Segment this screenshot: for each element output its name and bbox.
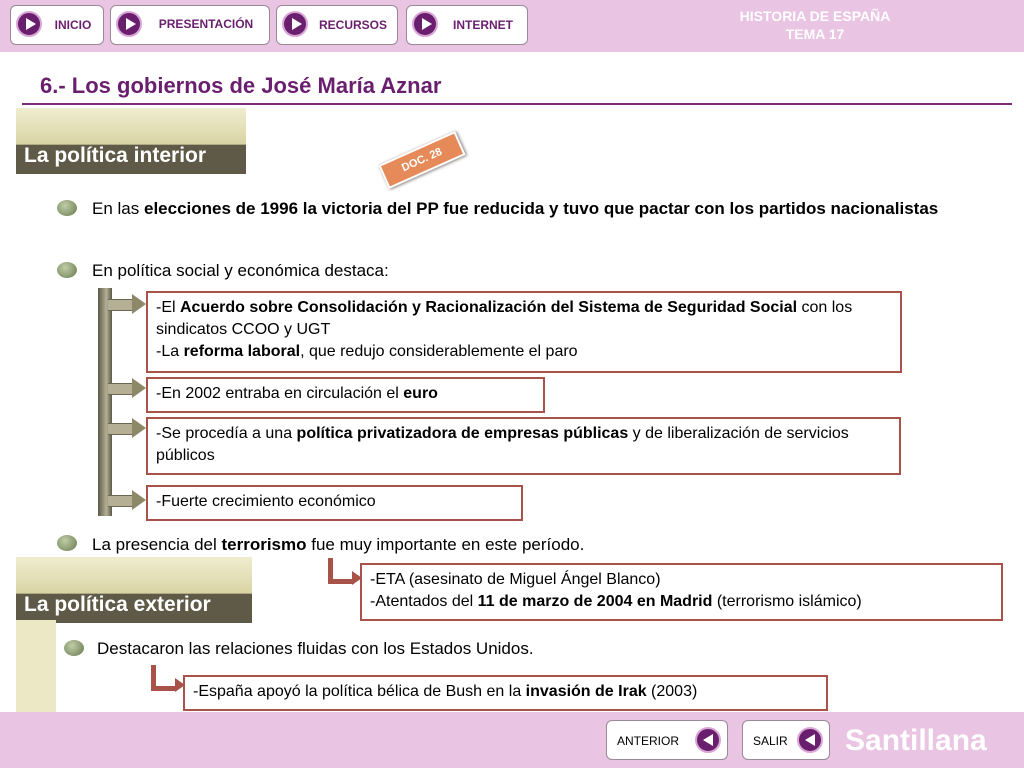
play-icon xyxy=(116,11,142,37)
box-line: -ETA (asesinato de Miguel Ángel Blanco) xyxy=(370,571,661,588)
privatization-box xyxy=(146,417,901,475)
recursos-label: RECURSOS xyxy=(318,18,387,32)
elections-paragraph xyxy=(92,197,972,221)
bullet-icon xyxy=(64,640,84,656)
back-arrow-icon xyxy=(797,727,823,753)
text-span: -La xyxy=(156,343,184,360)
play-icon xyxy=(16,11,42,37)
text-bold: terrorismo xyxy=(221,535,307,554)
text-span: (terrorismo islámico) xyxy=(712,593,862,610)
text-bold: Acuerdo sobre Consolidación y Racionalización del Sistema de Seguridad Social xyxy=(180,299,798,316)
growth-box: -Fuerte crecimiento económico xyxy=(146,485,523,521)
social-economic-paragraph: En política social y económica destaca: xyxy=(92,261,389,280)
arrow-right-icon xyxy=(108,294,146,314)
text-bold: invasión de Irak xyxy=(525,683,647,700)
text-span: y de liberalización de servicios públicos xyxy=(156,425,849,464)
salir-button[interactable] xyxy=(742,720,830,760)
topic-number: TEMA 17 xyxy=(785,26,845,42)
back-arrow-icon xyxy=(695,727,721,753)
arrow-right-icon xyxy=(108,418,146,438)
arrow-right-icon xyxy=(108,490,146,510)
anterior-label: ANTERIOR xyxy=(617,734,680,748)
text-span: con los sindicatos CCOO y UGT xyxy=(156,299,853,338)
anterior-button[interactable] xyxy=(606,720,728,760)
section-heading-interior xyxy=(16,108,246,174)
salir-label: SALIR xyxy=(753,734,788,748)
text-bold: 11 de marzo de 2004 en Madrid xyxy=(477,593,713,610)
presentacion-button[interactable] xyxy=(110,5,270,45)
text-span: -Se procedía a una xyxy=(156,425,297,442)
text-span: -El xyxy=(156,299,180,316)
section-heading-exterior xyxy=(16,557,252,623)
iraq-box xyxy=(183,675,828,711)
presentacion-label: PRESENTACIÓN xyxy=(158,17,254,31)
box-line xyxy=(156,297,892,341)
euro-box xyxy=(146,377,545,413)
text-span: -Atentados del xyxy=(370,593,478,610)
subject-header xyxy=(700,7,930,43)
text-span: -España apoyó la política bélica de Bush en la xyxy=(193,683,526,700)
play-icon xyxy=(282,11,308,37)
arrow-right-icon xyxy=(108,378,146,398)
box-line xyxy=(156,341,892,363)
elbow-arrow-icon xyxy=(328,558,354,584)
text-span: (2003) xyxy=(646,683,698,700)
internet-label: INTERNET xyxy=(453,18,513,32)
bullet-icon xyxy=(57,262,77,278)
terrorism-paragraph xyxy=(92,533,584,557)
section-heading-label: La política interior xyxy=(24,144,207,167)
box-line xyxy=(370,591,993,613)
bullet-icon xyxy=(57,535,77,551)
text-bold: euro xyxy=(403,385,438,402)
connector-bar xyxy=(98,288,112,516)
recursos-button[interactable] xyxy=(276,5,398,45)
text-span: -En 2002 entraba en circulación el xyxy=(156,385,404,402)
doc-28-tag[interactable]: DOC. 28 xyxy=(378,131,465,189)
text-bold: política privatizadora de empresas públicas xyxy=(296,425,629,442)
subject-title: HISTORIA DE ESPAÑA xyxy=(739,8,891,24)
page-title: 6.- Los gobiernos de José María Aznar xyxy=(40,73,442,98)
elbow-arrow-icon xyxy=(151,665,177,691)
play-icon xyxy=(412,11,438,37)
title-divider xyxy=(22,103,1012,105)
section-side-strip xyxy=(16,620,56,716)
santillana-logo: Santillana xyxy=(845,724,987,757)
usa-relations-paragraph: Destacaron las relaciones fluidas con los Estados Unidos. xyxy=(97,639,534,658)
inicio-label: INICIO xyxy=(54,18,92,32)
internet-button[interactable] xyxy=(406,5,528,45)
section-heading-label: La política exterior xyxy=(24,593,211,616)
terrorism-box xyxy=(360,563,1003,621)
text-span: La presencia del xyxy=(92,535,222,554)
text-span: En las xyxy=(92,199,144,218)
text-span: fue muy importante en este período. xyxy=(306,535,585,554)
text-bold: reforma laboral xyxy=(183,343,301,360)
text-bold: elecciones de 1996 la victoria del PP fue reducida y tuvo que pactar con los partidos nacionalistas xyxy=(143,199,939,218)
bullet-icon xyxy=(57,200,77,216)
social-security-box xyxy=(146,291,902,373)
text-span: , que redujo considerablemente el paro xyxy=(300,343,578,360)
inicio-button[interactable] xyxy=(10,5,104,45)
